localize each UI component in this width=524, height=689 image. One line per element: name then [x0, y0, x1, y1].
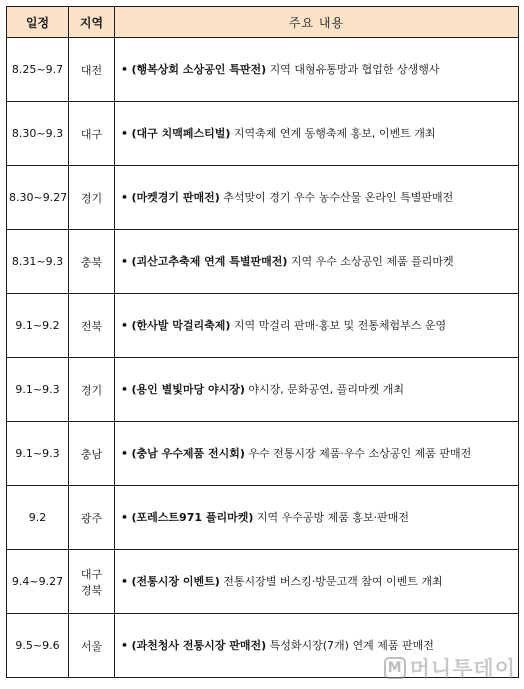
row-region: 대구 경북	[69, 550, 115, 614]
event-name: (과천청사 전통시장 판매전)	[131, 638, 267, 652]
event-name: (충남 우수제품 전시회)	[131, 446, 245, 460]
watermark	[384, 653, 516, 683]
bullet: •	[121, 638, 129, 652]
table-row	[7, 38, 519, 102]
event-description: 특성화시장(7개) 연계 제품 판매전	[266, 638, 434, 652]
event-description: 추석맞이 경기 우수 농수산물 온라인 특별판매전	[219, 190, 454, 204]
row-date: 9.5~9.6	[7, 614, 69, 678]
event-description: 지역 막걸리 판매·홍보 및 전통체험부스 운영	[230, 318, 447, 332]
row-region: 전북	[69, 294, 115, 358]
bullet: •	[121, 574, 129, 588]
row-content	[115, 38, 519, 102]
event-name: (대구 치맥페스티벌)	[131, 126, 231, 140]
row-region: 충북	[69, 230, 115, 294]
event-description: 우수 전통시장 제품·우수 소상공인 제품 판매전	[244, 446, 472, 460]
table-row	[7, 294, 519, 358]
event-schedule-table	[6, 6, 519, 678]
row-region: 대구	[69, 102, 115, 166]
bullet: •	[121, 126, 129, 140]
row-region: 대전	[69, 38, 115, 102]
header-content: 주요 내용	[115, 7, 519, 38]
event-name: (행복상회 소상공인 특판전)	[131, 62, 267, 76]
bullet: •	[121, 190, 129, 204]
row-date: 9.2	[7, 486, 69, 550]
event-name: (한사발 막걸리축제)	[131, 318, 231, 332]
table-row	[7, 486, 519, 550]
table-row	[7, 550, 519, 614]
event-description: 지역 대형유통망과 협업한 상생행사	[266, 62, 440, 76]
row-date: 8.30~9.3	[7, 102, 69, 166]
row-content	[115, 550, 519, 614]
event-description: 지역 우수 소상공인 제품 플리마켓	[287, 254, 454, 268]
bullet: •	[121, 318, 129, 332]
table-row	[7, 422, 519, 486]
event-name: (전통시장 이벤트)	[131, 574, 220, 588]
row-region: 충남	[69, 422, 115, 486]
row-date: 8.31~9.3	[7, 230, 69, 294]
event-name: (용인 별빛마당 야시장)	[131, 382, 245, 396]
event-description: 전통시장별 버스킹·방문고객 참여 이벤트 개최	[219, 574, 443, 588]
row-date: 9.4~9.27	[7, 550, 69, 614]
bullet: •	[121, 254, 129, 268]
event-name: (포레스트971 플리마켓)	[131, 510, 254, 524]
row-region: 광주	[69, 486, 115, 550]
row-date: 8.30~9.27	[7, 166, 69, 230]
row-date: 9.1~9.3	[7, 358, 69, 422]
row-date: 8.25~9.7	[7, 38, 69, 102]
row-content	[115, 486, 519, 550]
watermark-logo-icon: M	[384, 657, 406, 679]
row-content	[115, 294, 519, 358]
bullet: •	[121, 446, 129, 460]
event-name: (괴산고추축제 연계 특별판매전)	[131, 254, 288, 268]
row-content	[115, 230, 519, 294]
header-date: 일정	[7, 7, 69, 38]
bullet: •	[121, 382, 129, 396]
table-row	[7, 230, 519, 294]
row-content	[115, 358, 519, 422]
row-date: 9.1~9.3	[7, 422, 69, 486]
event-description: 지역 우수공방 제품 홍보·판매전	[253, 510, 410, 524]
table-row	[7, 358, 519, 422]
row-content	[115, 102, 519, 166]
row-region: 서울	[69, 614, 115, 678]
row-region: 경기	[69, 166, 115, 230]
row-content	[115, 422, 519, 486]
bullet: •	[121, 510, 129, 524]
row-content	[115, 166, 519, 230]
row-date: 9.1~9.2	[7, 294, 69, 358]
header-region: 지역	[69, 7, 115, 38]
event-name: (마켓경기 판매전)	[131, 190, 220, 204]
event-description: 지역축제 연계 동행축제 홍보, 이벤트 개최	[230, 126, 436, 140]
event-description: 야시장, 문화공연, 플리마켓 개최	[244, 382, 405, 396]
watermark-text: 머니투데이	[409, 657, 516, 681]
row-region: 경기	[69, 358, 115, 422]
table-row	[7, 166, 519, 230]
table-header-row	[7, 7, 519, 38]
bullet: •	[121, 62, 129, 76]
table-row	[7, 102, 519, 166]
